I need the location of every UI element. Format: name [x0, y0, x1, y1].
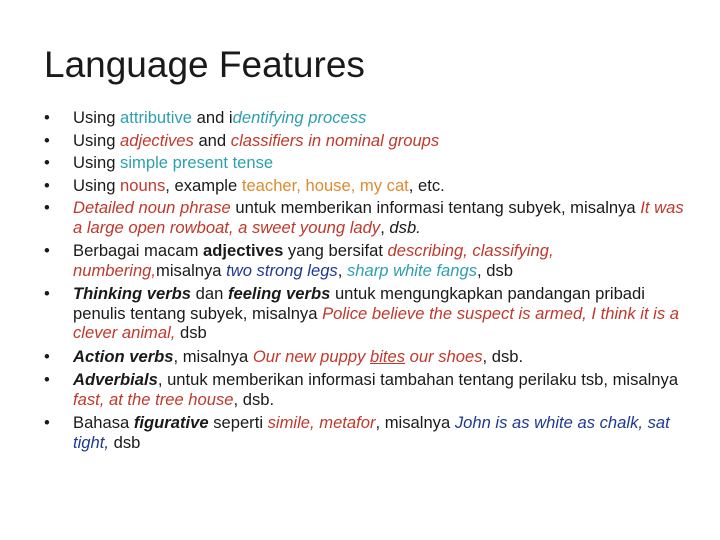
bullet-text-run: dan — [191, 284, 228, 303]
bullet-text-run: It was a large open rowboat, a sweet young lady — [73, 198, 684, 237]
bullet-item — [44, 241, 694, 280]
bullet-marker: • — [44, 241, 50, 260]
bullet-text-run: , dsb — [477, 260, 514, 280]
bullet-text-run: classifiers in nominal groups — [230, 130, 440, 150]
bullet-text-run: Detailed noun phrase — [73, 198, 231, 217]
bullet-text-run: Action verbs — [73, 346, 174, 366]
bullet-text-run: dentifying process — [232, 108, 367, 127]
bullet-text-run: dsb — [175, 323, 207, 342]
bullet-marker: • — [44, 370, 50, 389]
bullet-item — [44, 198, 694, 237]
bullet-text-run: Police believe the suspect is armed, I think it is a clever animal, — [73, 303, 679, 342]
bullet-text-run: Adverbials — [73, 370, 158, 389]
bullet-list — [44, 108, 694, 456]
bullet-text-run: i — [228, 108, 233, 127]
bullet-text-run: untuk memberikan informasi tentang subyek, misalnya — [230, 198, 641, 217]
bullet-text-run: untuk mengungkapkan pandangan pribadi penulis tentang subyek, misalnya — [73, 284, 645, 323]
bullet-text-run: teacher, house, my cat — [241, 175, 409, 195]
bullet-text-run: Our new puppy — [252, 346, 370, 366]
bullet-item — [44, 176, 694, 196]
bullet-text-run: , etc. — [408, 175, 445, 195]
bullet-text-run: yang bersifat — [283, 241, 388, 260]
bullet-item — [44, 370, 694, 409]
bullet-text-run: , misalnya — [173, 346, 253, 366]
bullet-text-run: our shoes — [405, 346, 483, 366]
bullet-text-run: simple present tense — [120, 153, 274, 172]
bullet-text-run: and — [192, 108, 229, 127]
bullet-text-run: , misalnya — [375, 413, 455, 432]
bullet-marker: • — [44, 346, 50, 366]
bullet-text-run: describing, classifying, numbering, — [73, 241, 554, 280]
bullet-text-run: dsb. — [389, 217, 421, 237]
bullet-text-run: two strong legs — [226, 260, 338, 280]
bullet-text-run: sharp white fangs — [346, 260, 478, 280]
bullet-text-run: Thinking verbs — [73, 284, 192, 303]
bullet-text-run: nouns — [120, 175, 166, 195]
bullet-marker: • — [44, 108, 50, 127]
bullet-text-run: bites — [369, 346, 406, 366]
bullet-item — [44, 131, 694, 151]
bullet-marker: • — [44, 130, 50, 150]
bullet-item — [44, 284, 694, 343]
bullet-marker: • — [44, 284, 50, 303]
bullet-text-run: adjectives — [203, 241, 284, 260]
bullet-marker: • — [44, 413, 50, 432]
bullet-text-run: seperti — [208, 413, 268, 432]
bullet-text-run: misalnya — [156, 260, 227, 280]
bullet-text-run: figurative — [133, 413, 209, 432]
bullet-marker: • — [44, 175, 50, 195]
bullet-item — [44, 347, 694, 367]
bullet-text-run: John is as white as chalk, sat tight, — [73, 413, 670, 452]
bullet-marker: • — [44, 153, 50, 172]
bullet-item — [44, 413, 694, 452]
bullet-text-run: Using — [73, 130, 121, 150]
bullet-marker: • — [44, 198, 50, 217]
bullet-text-run: , untuk memberikan informasi tambahan tentang perilaku tsb, misalnya — [157, 370, 679, 389]
bullet-text-run: and — [193, 130, 231, 150]
bullet-item — [44, 108, 694, 128]
bullet-text-run: Using — [73, 108, 121, 127]
bullet-text-run: , dsb. — [233, 389, 275, 409]
bullet-text-run: Using — [73, 153, 121, 172]
bullet-text-run: fast, at the tree house — [73, 389, 234, 409]
bullet-text-run: Bahasa — [73, 413, 134, 432]
bullet-text-run: simile, metafor — [267, 413, 376, 432]
bullet-text-run: , dsb. — [482, 346, 524, 366]
bullet-text-run: , example — [165, 175, 242, 195]
bullet-text-run: , — [337, 260, 347, 280]
bullet-text-run: , — [380, 217, 390, 237]
bullet-text-run: attributive — [120, 108, 192, 127]
bullet-text-run: dsb — [108, 432, 141, 452]
bullet-text-run: feeling verbs — [227, 284, 331, 303]
bullet-text-run: Berbagai macam — [73, 241, 204, 260]
slide-title: Language Features — [44, 44, 365, 85]
bullet-text-run: adjectives — [120, 130, 194, 150]
bullet-item — [44, 153, 694, 173]
bullet-text-run: Using — [73, 175, 121, 195]
